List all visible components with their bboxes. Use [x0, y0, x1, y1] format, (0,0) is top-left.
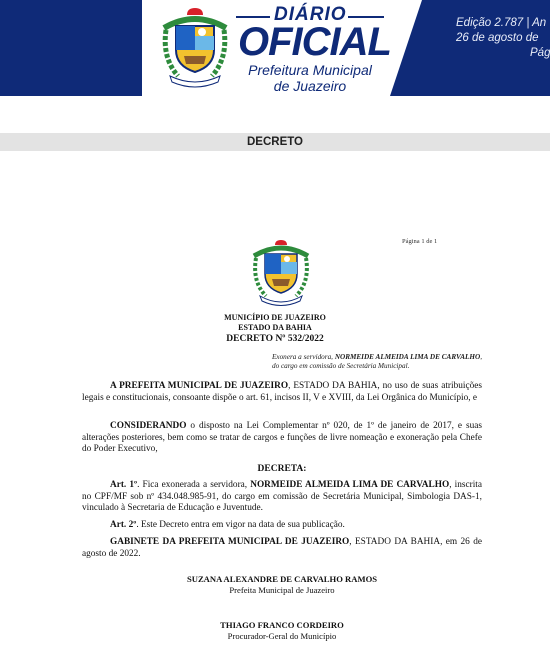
closing-office: GABINETE DA PREFEITA MUNICIPAL DE JUAZEIRO	[110, 537, 350, 547]
summary-suffix: , do cargo em comissão de Secretária Municipal.	[272, 353, 483, 370]
signatory-name: SUZANA ALEXANDRE DE CARVALHO RAMOS	[186, 574, 378, 584]
decree-summary	[272, 353, 482, 371]
article-2	[82, 520, 482, 532]
masthead	[0, 0, 550, 96]
article-1-text-b: , inscrita no CPF/MF sob nº 434.048.985-91, do cargo em comissão de Secretária Municipal, Simbologia DAS-1, vinculado à Secretaria de Educação e Juventude.	[82, 480, 482, 514]
section-title: DECRETO	[246, 136, 304, 148]
decree-number: DECRETO Nº 532/2022	[226, 334, 324, 344]
preamble-text: , ESTADO DA BAHIA, no uso de suas atribuições legais e constitucionais, consoante dispõe o art. 61, incisos II, V e XVIII, da Lei Orgânica do Município, e	[82, 381, 482, 403]
signatory-role: Prefeita Municipal de Juazeiro	[229, 585, 335, 595]
summary-person-name: NORMEIDE ALMEIDA LIMA DE CARVALHO	[334, 353, 481, 361]
decorative-rule	[348, 16, 384, 18]
article-2-text: . Este Decreto entra em vigor na data de sua publicação.	[136, 520, 345, 530]
edition-number: Edição 2.787 | An	[456, 17, 547, 29]
article-1	[82, 480, 482, 515]
decorative-rule	[236, 16, 270, 18]
preamble-authority: A PREFEITA MUNICIPAL DE JUAZEIRO	[110, 381, 289, 391]
closing-paragraph	[82, 537, 482, 560]
state-name: ESTADO DA BAHIA	[238, 323, 312, 332]
summary-prefix: Exonera a servidora,	[272, 353, 333, 361]
decree-heading	[180, 313, 370, 345]
article-1-person-name: NORMEIDE ALMEIDA LIMA DE CARVALHO	[250, 480, 450, 490]
publisher-name	[240, 62, 380, 94]
closing-text: , ESTADO DA BAHIA, em 26 de agosto de 2022.	[82, 537, 483, 559]
edition-date: 26 de agosto de	[456, 32, 539, 44]
signature-mayor	[82, 574, 482, 596]
page-number: Página 1 de 1	[402, 238, 438, 245]
signatory-name: THIAGO FRANCO CORDEIRO	[220, 620, 344, 630]
brand-main-text: OFICIAL	[238, 20, 391, 64]
considerando-text: o disposto na Lei Complementar nº 020, de 1º de janeiro de 2017, e suas alterações posteriores, bem como se tratar de cargos e funções de livre nomeação e exoneração pela Chefe do Poder Executivo,	[82, 421, 482, 455]
edition-info	[456, 16, 550, 61]
article-1-label: Art. 1º	[110, 480, 138, 490]
signature-attorney	[82, 620, 482, 642]
article-2-label: Art. 2º	[110, 520, 137, 530]
decreta-heading: DECRETA:	[257, 464, 307, 474]
edition-page: Pág	[530, 47, 550, 59]
municipal-crest-logo	[156, 6, 234, 92]
considerando-paragraph	[82, 421, 482, 456]
publisher-line-2: de Juazeiro	[273, 78, 347, 94]
brand-top-text: DIÁRIO	[274, 4, 347, 25]
considerando-label: CONSIDERANDO	[110, 421, 187, 431]
municipality-name: MUNICÍPIO DE JUAZEIRO	[224, 313, 326, 322]
publisher-line-1: Prefeitura Municipal	[248, 62, 372, 78]
municipal-seal-logo	[248, 238, 314, 310]
signatory-role: Procurador-Geral do Município	[227, 631, 337, 641]
article-1-text-a: . Fica exonerada a servidora,	[137, 480, 251, 490]
preamble-paragraph	[82, 381, 482, 404]
